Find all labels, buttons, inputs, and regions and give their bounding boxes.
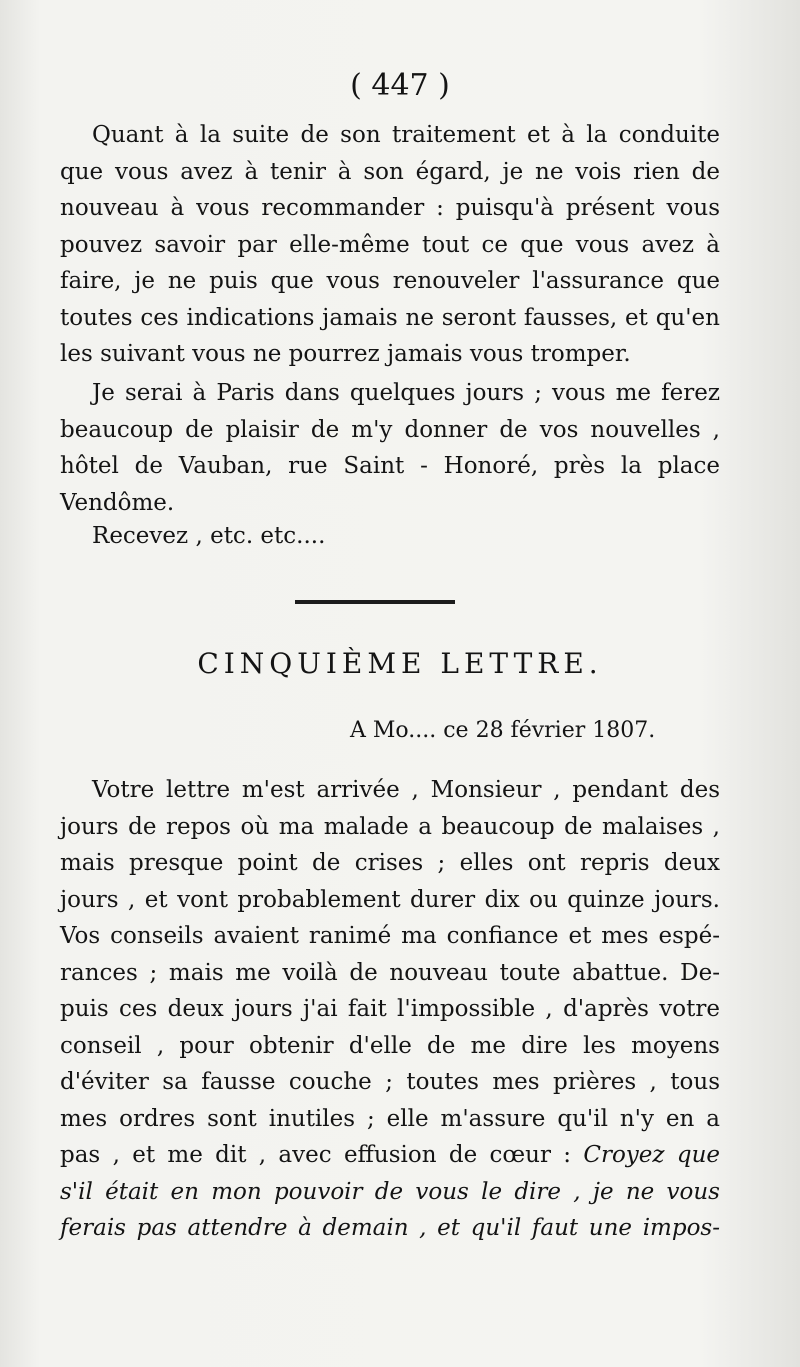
text-line: mais presque point de crises ; elles ont repris deux [60, 850, 720, 876]
paragraph-1 [60, 117, 720, 373]
paragraph-3 [60, 772, 720, 1247]
text-line: faire, je ne puis que vous renouveler l'assurance que [60, 268, 720, 294]
text-line: les suivant vous ne pourrez jamais vous tromper. [60, 341, 631, 367]
text-line: Votre lettre m'est arrivée , Monsieur , pendant des [92, 777, 720, 803]
italic-quote-line: s'il était en mon pouvoir de vous le dire , je ne vous [60, 1178, 720, 1205]
text-line: puis ces deux jours j'ai fait l'impossible , d'après votre [60, 996, 720, 1022]
text-line: jours de repos où ma malade a beaucoup de malaises , [60, 813, 720, 840]
section-divider [295, 600, 455, 604]
closing-line: Recevez , etc. etc.... [92, 523, 326, 549]
text-line: beaucoup de plaisir de m'y donner de vos nouvelles , [60, 416, 720, 443]
text-line-with-quote [60, 1137, 720, 1174]
text-line: hôtel de Vauban, rue Saint - Honoré, près la place [60, 453, 720, 479]
text-line: toutes ces indications jamais ne seront fausses, et qu'en [60, 304, 720, 331]
text-line: pouvez savoir par elle-même tout ce que vous avez à [60, 231, 720, 258]
letter-heading: CINQUIÈME LETTRE. [197, 647, 603, 680]
paragraph-2 [60, 375, 720, 521]
text-line: jours , et vont probablement durer dix ou quinze jours. [60, 886, 720, 913]
italic-quote-span: Croyez que [583, 1142, 720, 1168]
italic-quote-line: ferais pas attendre à demain , et qu'il faut une impos- [60, 1215, 720, 1241]
text-line: rances ; mais me voilà de nouveau toute abattue. De- [60, 959, 720, 986]
page-number: ( 447 ) [350, 68, 450, 103]
text-line: Je serai à Paris dans quelques jours ; vous me ferez [92, 380, 720, 406]
text-line: Vos conseils avaient ranimé ma confiance et mes espé- [60, 923, 720, 949]
text-line: mes ordres sont inutiles ; elle m'assure qu'il n'y en a [60, 1105, 720, 1132]
closing-formula [60, 518, 720, 555]
text-span: pas , et me dit , avec effusion de cœur : [60, 1142, 572, 1168]
text-line: Quant à la suite de son traitement et à la conduite [92, 122, 720, 148]
text-line: que vous avez à tenir à son égard, je ne vois rien de [60, 158, 720, 185]
text-line: nouveau à vous recommander : puisqu'à présent vous [60, 195, 720, 221]
text-line: conseil , pour obtenir d'elle de me dire les moyens [60, 1032, 720, 1059]
dateline: A Mo.... ce 28 février 1807. [350, 718, 656, 743]
text-line: d'éviter sa fausse couche ; toutes mes prières , tous [60, 1069, 720, 1095]
text-line: Vendôme. [60, 489, 175, 516]
